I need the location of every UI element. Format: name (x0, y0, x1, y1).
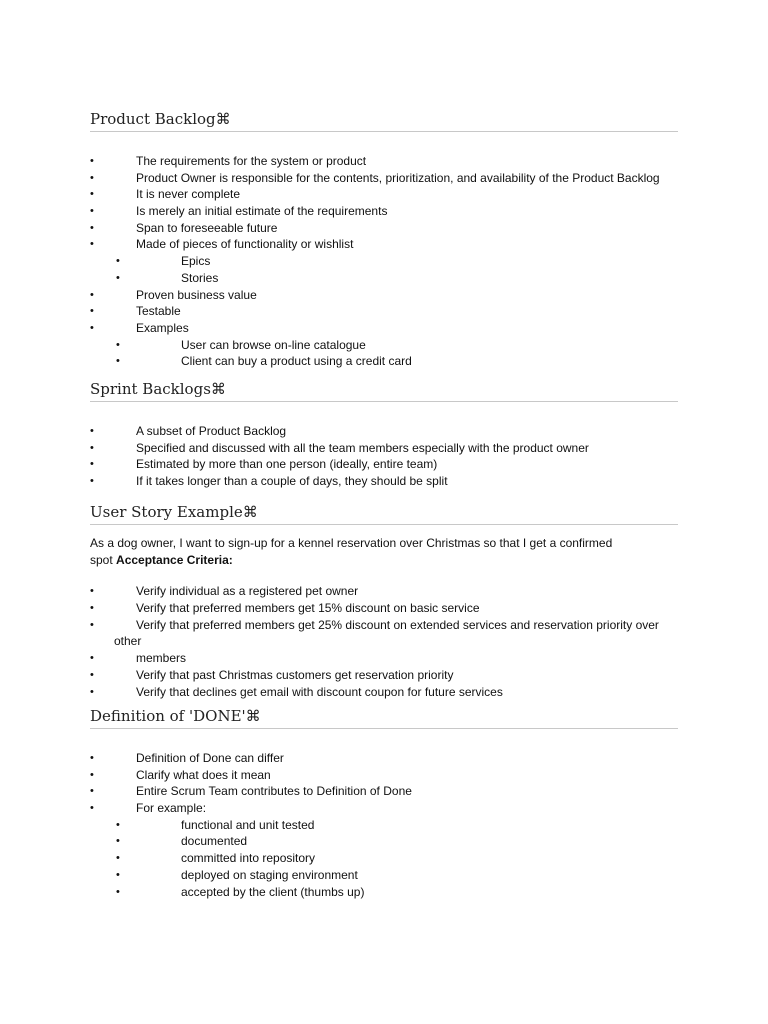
bullet-icon: • (90, 768, 94, 781)
heading-rule (90, 524, 678, 525)
list-subitem: • Client can buy a product using a credit card (116, 354, 412, 369)
list-item: • Verify that past Christmas customers get reservation priority (90, 667, 454, 682)
bullet-icon: • (90, 288, 94, 301)
list-item: • It is never complete (90, 187, 241, 202)
bullet-icon: • (90, 238, 94, 251)
bullet-icon: • (90, 652, 94, 665)
list-item: • Product Owner is responsible for the contents, prioritization, and availability of the Product Backlog (90, 170, 660, 185)
list-item: • Verify that preferred members get 25% discount on extended services and reservation priority over other (90, 617, 659, 649)
list-item: • Entire Scrum Team contributes to Definition of Done (90, 784, 412, 799)
wrap-continuation: other (114, 634, 142, 649)
bullet-icon: • (90, 618, 94, 631)
bullet-icon: • (116, 355, 120, 368)
bullet-icon: • (90, 668, 94, 681)
list-item: • Clarify what does it mean (90, 767, 271, 782)
list-item: • The requirements for the system or product (90, 154, 367, 168)
list-item: • Examples (90, 320, 189, 335)
list-subitem: • committed into repository (116, 851, 316, 866)
section-definition-of-done (90, 707, 678, 900)
list-subitem: • Epics (116, 254, 211, 269)
list-item: • A subset of Product Backlog (90, 424, 287, 438)
list-item: • If it takes longer than a couple of days, they should be split (90, 474, 448, 489)
bullet-icon: • (90, 205, 94, 218)
bullet-icon: • (90, 171, 94, 184)
list-subitem: • accepted by the client (thumbs up) (116, 884, 365, 899)
list-item: • For example: (90, 801, 207, 816)
bullet-icon: • (116, 885, 120, 898)
list-item: • Specified and discussed with all the team members especially with the product owner (90, 440, 589, 455)
bullet-icon: • (90, 458, 94, 471)
section-product-backlog (90, 110, 678, 370)
list-subitem: • Stories (116, 270, 219, 285)
bullet-icon: • (90, 441, 94, 454)
bullet-icon: • (90, 475, 94, 488)
list-subitem: • deployed on staging environment (116, 867, 358, 882)
list-subitem: • functional and unit tested (116, 817, 315, 832)
bullet-icon: • (90, 785, 94, 798)
paragraph-line: As a dog owner, I want to sign-up for a kennel reservation over Christmas so that I get a confirmed (90, 536, 613, 550)
bullet-icon: • (90, 685, 94, 698)
bullet-icon: • (90, 188, 94, 201)
list-subitem: • documented (116, 834, 248, 849)
list-item: • Verify that preferred members get 15% discount on basic service (90, 601, 480, 616)
acceptance-criteria-label: Acceptance Criteria: (116, 552, 233, 567)
list-item: • Verify that declines get email with discount coupon for future services (90, 684, 503, 699)
bullet-icon: • (116, 255, 120, 268)
bullet-icon: • (90, 155, 94, 167)
list-item: • Made of pieces of functionality or wishlist (90, 237, 354, 252)
section-heading: Definition of 'DONE'⌘ (90, 707, 261, 725)
bullet-icon: • (116, 852, 120, 865)
bullet-icon: • (90, 585, 94, 598)
bullet-icon: • (90, 425, 94, 437)
bullet-icon: • (116, 868, 120, 881)
list-item: • members (90, 651, 187, 666)
list-item: • Estimated by more than one person (ideally, entire team) (90, 457, 438, 472)
bullet-list (90, 583, 678, 700)
bullet-icon: • (90, 602, 94, 615)
section-user-story (90, 503, 678, 700)
heading-rule (90, 401, 678, 402)
heading-rule (90, 728, 678, 729)
list-item: • Verify individual as a registered pet owner (90, 584, 359, 599)
user-story-paragraph (90, 535, 620, 568)
paragraph-line (90, 552, 620, 569)
bullet-icon: • (90, 321, 94, 334)
bullet-icon: • (90, 802, 94, 815)
list-item: • Span to foreseeable future (90, 220, 278, 235)
section-heading: Product Backlog⌘ (90, 110, 231, 128)
section-heading: User Story Example⌘ (90, 503, 258, 521)
list-item: • Is merely an initial estimate of the requirements (90, 204, 388, 219)
list-item: • Definition of Done can differ (90, 751, 284, 765)
bullet-icon: • (90, 752, 94, 764)
section-sprint-backlogs (90, 380, 678, 490)
list-subitem: • User can browse on-line catalogue (116, 337, 366, 352)
section-heading: Sprint Backlogs⌘ (90, 380, 226, 398)
list-item: • Proven business value (90, 287, 257, 302)
bullet-icon: • (116, 271, 120, 284)
bullet-icon: • (90, 221, 94, 234)
bullet-list (90, 423, 678, 490)
bullet-icon: • (116, 338, 120, 351)
bullet-list (90, 153, 678, 370)
bullet-list (90, 750, 678, 900)
bullet-icon: • (116, 835, 120, 848)
heading-rule (90, 131, 678, 132)
bullet-icon: • (116, 818, 120, 831)
paragraph-text: spot (90, 552, 113, 567)
bullet-icon: • (90, 305, 94, 318)
list-item: • Testable (90, 304, 181, 319)
